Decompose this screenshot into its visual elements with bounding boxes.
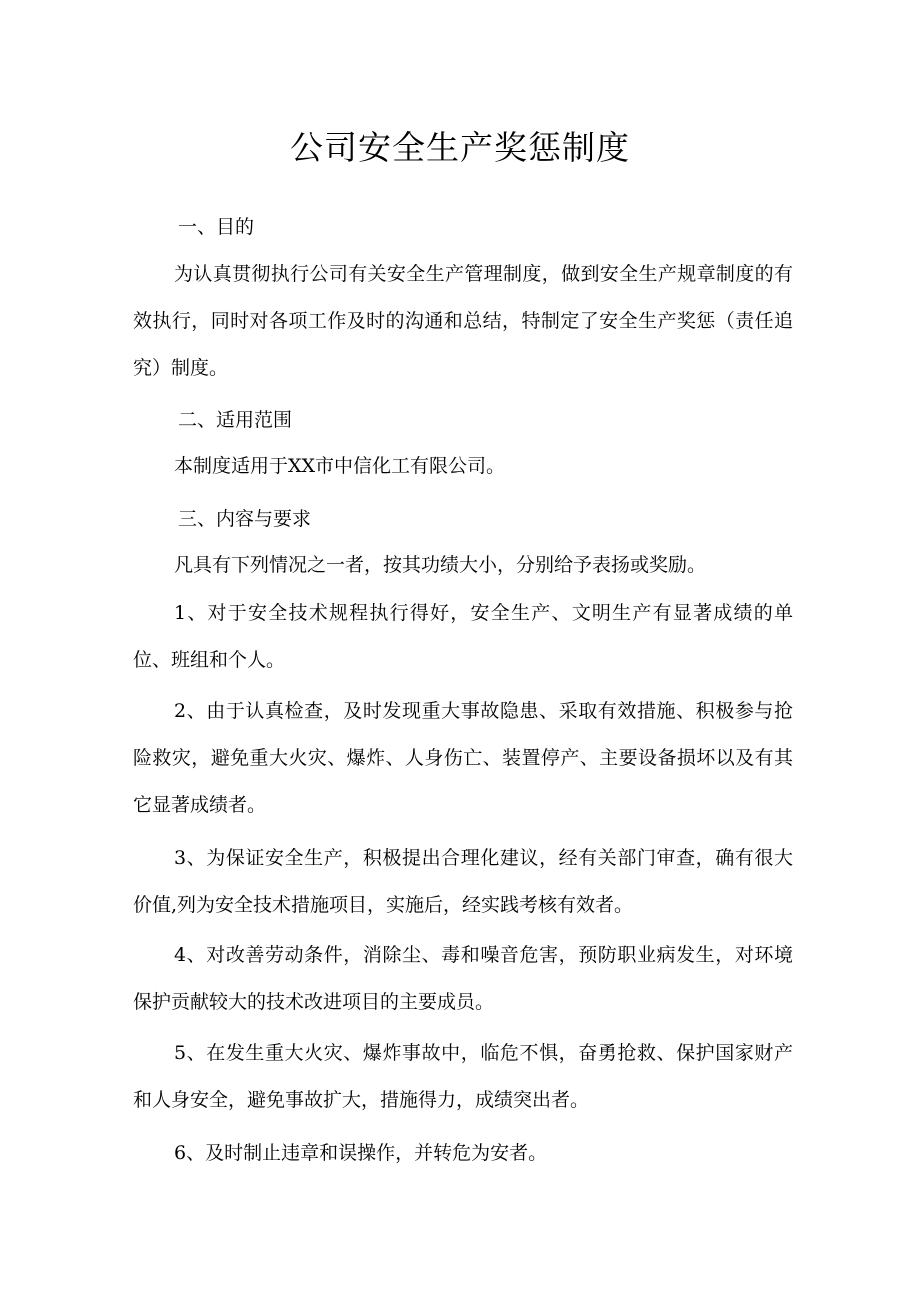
paragraph-purpose: 为认真贯彻执行公司有关安全生产管理制度，做到安全生产规章制度的有效执行，同时对各项工作及时的沟通和总结，特制定了安全生产奖惩（责任追究）制度。 bbox=[133, 263, 793, 379]
paragraph-scope: 本制度适用于XX市中信化工有限公司。 bbox=[174, 455, 506, 477]
section-heading-purpose: 一、目的 bbox=[178, 216, 255, 238]
paragraph-item-4: 4、对改善劳动条件，消除尘、毒和噪音危害，预防职业病发生，对环境保护贡献较大的技术改进项目的主要成员。 bbox=[133, 944, 793, 1013]
paragraph-item-1: 1、对于安全技术规程执行得好，安全生产、文明生产有显著成绩的单位、班组和个人。 bbox=[133, 602, 793, 671]
paragraph-item-6: 6、及时制止违章和误操作，并转危为安者。 bbox=[174, 1142, 548, 1164]
paragraph-item-3: 3、为保证安全生产，积极提出合理化建议，经有关部门审查，确有很大价值,列为安全技术措施项目，实施后，经实践考核有效者。 bbox=[133, 847, 793, 916]
document-title: 公司安全生产奖惩制度 bbox=[290, 128, 630, 167]
paragraph-intro: 凡具有下列情况之一者，按其功绩大小，分别给予表扬或奖励。 bbox=[174, 554, 707, 576]
paragraph-item-5: 5、在发生重大火灾、爆炸事故中，临危不惧，奋勇抢救、保护国家财产和人身安全，避免事故扩大，措施得力，成绩突出者。 bbox=[133, 1042, 793, 1111]
section-heading-scope: 二、适用范围 bbox=[178, 409, 293, 431]
section-heading-content: 三、内容与要求 bbox=[178, 508, 312, 530]
paragraph-item-2: 2、由于认真检查，及时发现重大事故隐患、采取有效措施、积极参与抢险救灾，避免重大火灾、爆炸、人身伤亡、装置停产、主要设备损坏以及有其它显著成绩者。 bbox=[133, 700, 793, 816]
